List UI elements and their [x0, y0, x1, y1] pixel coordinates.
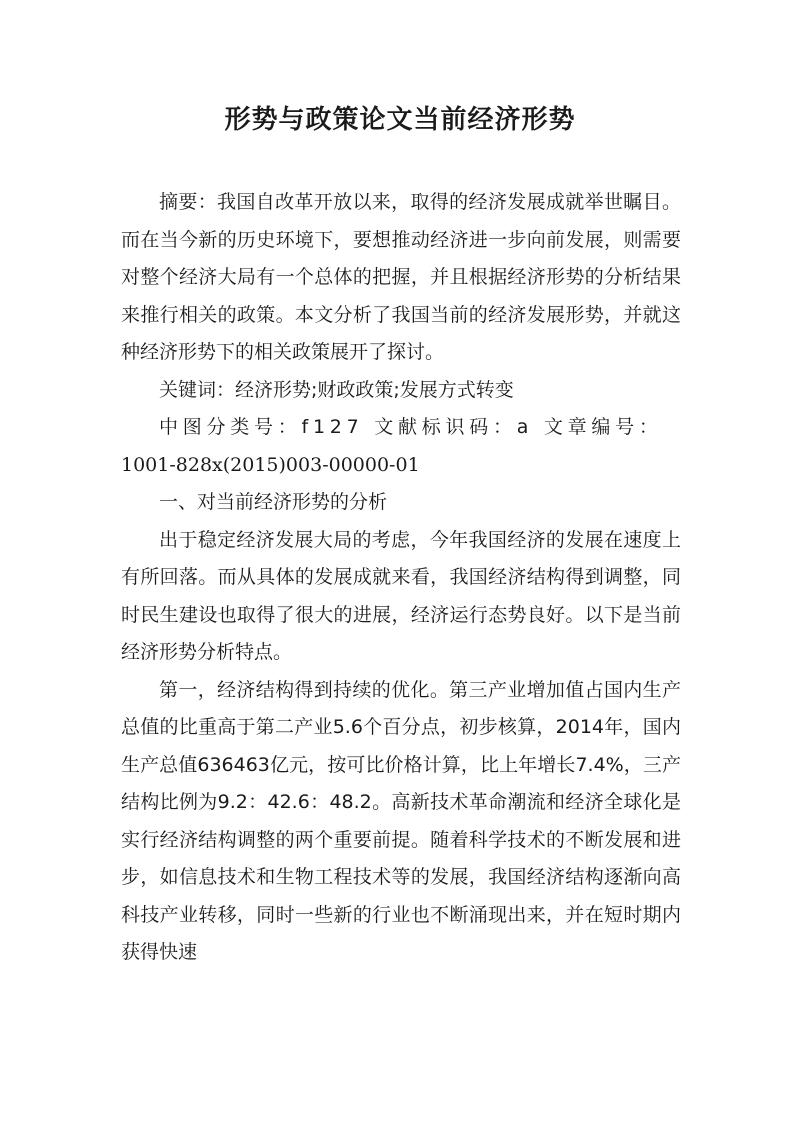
article-number: 1001-828x(2015)003-00000-01 — [121, 453, 420, 476]
classification-line: 中图分类号：f127 文献标识码：a 文章编号： — [159, 416, 663, 438]
document-title: 形势与政策论文当前经济形势 — [224, 105, 576, 135]
document-body — [121, 184, 681, 972]
body-paragraph-2: 第一，经济结构得到持续的优化。第三产业增加值占国内生产总值的比重高于第二产业5.6个百分点，初步核算，2014年，国内生产总值636463亿元，按可比价格计算，比上年增长7.4%，三产结构比例为9.2：42.6：48.2。高新技术革命潮流和经济全球化是实行经济结构调整的两个重要前提。随着科学技术的不断发展和进步，如信息技术和生物工程技术等的发展，我国经济结构逐渐向高科技产业转移，同时一些新的行业也不断涌现出来，并在短时期内获得快速 — [121, 678, 681, 963]
section-heading: 一、对当前经济形势的分析 — [159, 491, 388, 513]
keywords-line: 关键词：经济形势;财政政策;发展方式转变 — [159, 378, 514, 401]
abstract-paragraph: 摘要：我国自改革开放以来，取得的经济发展成就举世瞩目。而在当今新的历史环境下，要想推动经济进一步向前发展，则需要对整个经济大局有一个总体的把握，并且根据经济形势的分析结果来推行相关的政策。本文分析了我国当前的经济发展形势，并就这种经济形势下的相关政策展开了探讨。 — [121, 191, 681, 363]
body-paragraph-1: 出于稳定经济发展大局的考虑，今年我国经济的发展在速度上有所回落。而从具体的发展成就来看，我国经济结构得到调整，同时民生建设也取得了很大的进展，经济运行态势良好。以下是当前经济形势分析特点。 — [121, 528, 681, 663]
